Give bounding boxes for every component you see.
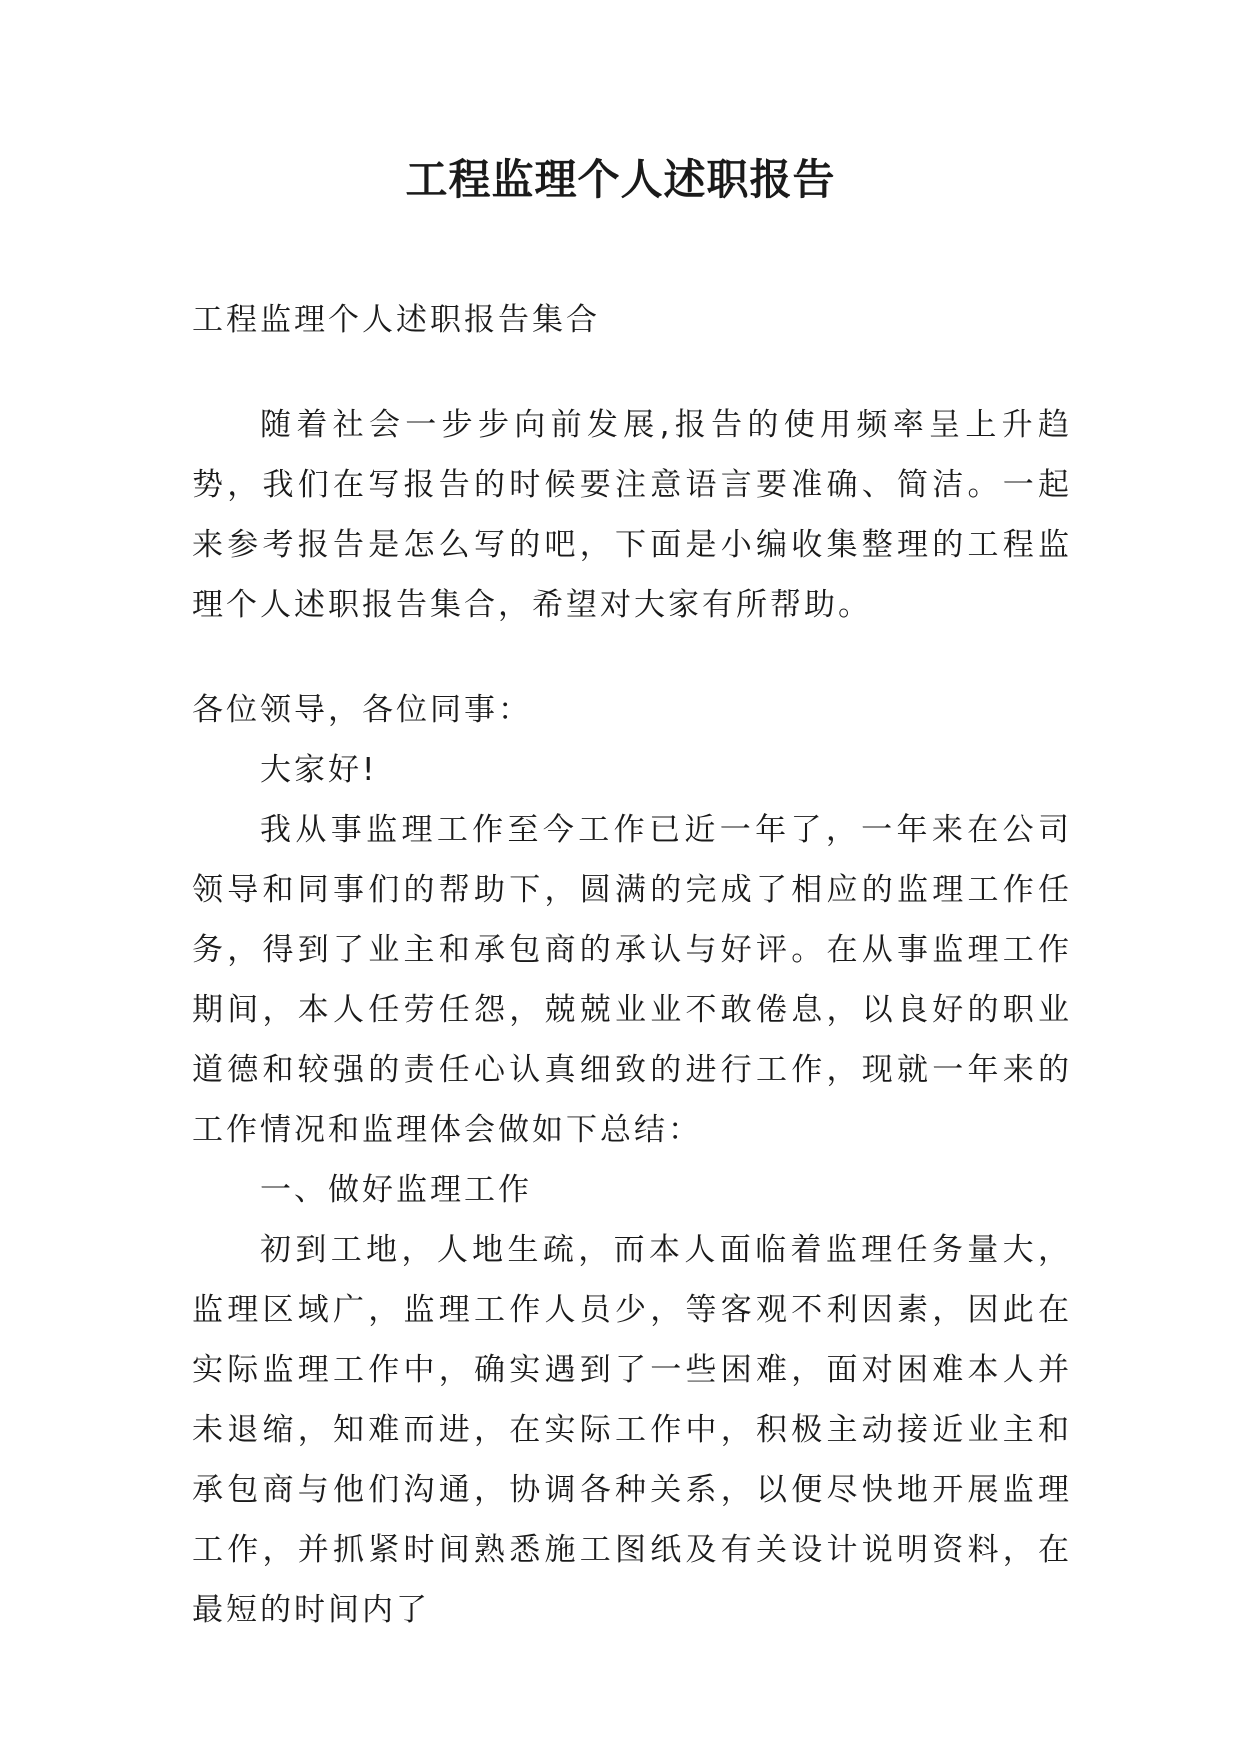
section-heading: 一、做好监理工作 bbox=[260, 1172, 532, 1208]
intro-paragraph: 随着社会一步步向前发展,报告的使用频率呈上升趋势，我们在写报告的时候要注意语言要准确、简洁。一起来参考报告是怎么写的吧，下面是小编收集整理的工程监理个人述职报告集合，希望对大家有所帮助。 bbox=[192, 407, 1072, 623]
document-title: 工程监理个人述职报告 bbox=[405, 155, 836, 204]
body-paragraph-1: 我从事监理工作至今工作已近一年了，一年来在公司领导和同事们的帮助下，圆满的完成了相应的监理工作任务，得到了业主和承包商的承认与好评。在从事监理工作期间，本人任劳任怨，兢兢业业不敢倦息，以良好的职业道德和较强的责任心认真细致的进行工作，现就一年来的工作情况和监理体会做如下总结： bbox=[192, 812, 1072, 1148]
greeting: 大家好! bbox=[260, 752, 378, 788]
salutation: 各位领导，各位同事： bbox=[192, 692, 532, 728]
document-body bbox=[192, 290, 1072, 1640]
spacer bbox=[192, 350, 1072, 395]
document-subtitle: 工程监理个人述职报告集合 bbox=[192, 302, 600, 338]
spacer bbox=[192, 635, 1072, 680]
body-paragraph-2: 初到工地，人地生疏，而本人面临着监理任务量大，监理区域广，监理工作人员少，等客观不利因素，因此在实际监理工作中，确实遇到了一些困难，面对困难本人并未退缩，知难而进，在实际工作中，积极主动接近业主和承包商与他们沟通，协调各种关系，以便尽快地开展监理工作，并抓紧时间熟悉施工图纸及有关设计说明资料，在最短的时间内了 bbox=[192, 1232, 1072, 1628]
